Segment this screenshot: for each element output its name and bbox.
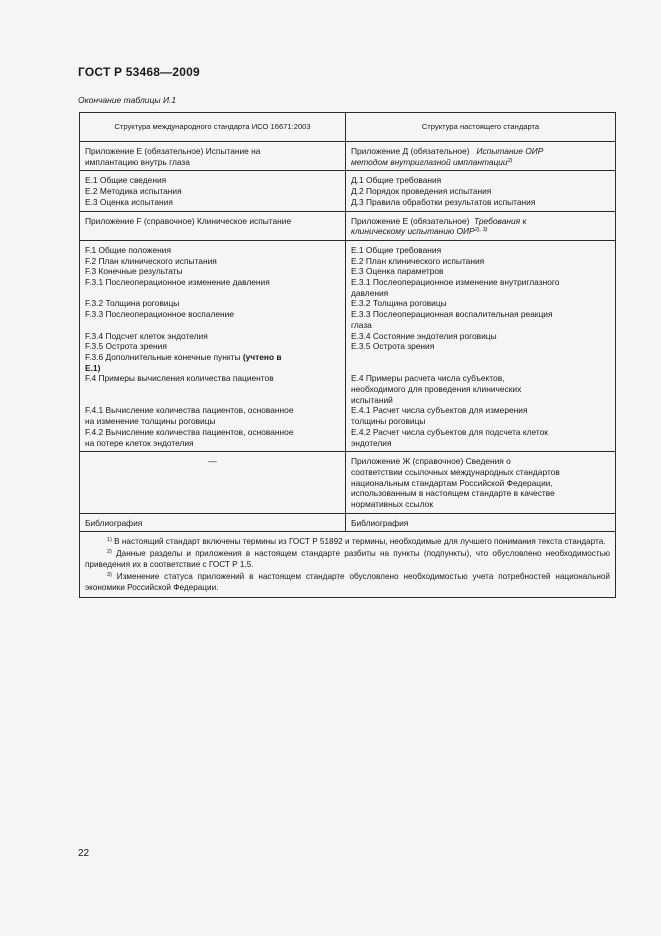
table-row bbox=[80, 452, 616, 514]
item-note: (учтено в bbox=[242, 351, 282, 362]
cell-line: Е.4.1 Расчет числа субъектов для измерения bbox=[351, 405, 528, 416]
annex-title: Требования к bbox=[474, 215, 527, 226]
cell-line: Е.2 План клинического испытания bbox=[351, 255, 485, 266]
table-row bbox=[80, 142, 616, 171]
table-row bbox=[80, 513, 616, 532]
cell-line: F.3.3 Послеоперационное воспаление bbox=[85, 309, 234, 320]
cell-line: давления bbox=[351, 287, 389, 298]
table-cell-iso bbox=[80, 513, 346, 532]
cell-line: F.2 План клинического испытания bbox=[85, 255, 217, 266]
table-caption: Окончание таблицы И.1 bbox=[78, 95, 177, 105]
cell-line: толщины роговицы bbox=[351, 416, 426, 427]
cell-line: нормативных ссылок bbox=[351, 499, 433, 510]
cell-line: Е.1) bbox=[85, 362, 101, 373]
cell-line: на потере клеток эндотелия bbox=[85, 437, 194, 448]
cell-line: Е.4.2 Расчет числа субъектов для подсчета клеток bbox=[351, 426, 548, 437]
document-title: ГОСТ Р 53468—2009 bbox=[78, 65, 200, 79]
footnote bbox=[85, 571, 610, 593]
footnote-mark: 3) bbox=[107, 572, 112, 579]
cell-line: Приложение Ж (справочное) Сведения о bbox=[351, 456, 511, 467]
cell-line: F.3 Конечные результаты bbox=[85, 266, 183, 277]
footnote-ref: 2), 3) bbox=[474, 227, 488, 234]
annex-prefix: Приложение Е (обязательное) bbox=[351, 215, 470, 226]
annex-title: методом внутриглазной имплантации bbox=[351, 156, 508, 167]
footnote-text: В настоящий стандарт включены термины из ГОСТ Р 51892 и термины, необходимые для лучшего понимания текста стандарта. bbox=[111, 537, 606, 547]
spacer bbox=[85, 395, 340, 406]
footnote-mark: 1) bbox=[107, 537, 112, 544]
cell-line: F.3.1 Послеоперационное изменение давления bbox=[85, 277, 270, 288]
cell-line: Е.3.5 Острота зрения bbox=[351, 341, 435, 352]
cell-line bbox=[351, 146, 610, 157]
cell-line bbox=[351, 216, 610, 227]
table-cell-iso bbox=[80, 171, 346, 211]
table-cell-national bbox=[346, 452, 616, 514]
cell-line: эндотелия bbox=[351, 437, 392, 448]
table-header-row bbox=[80, 113, 616, 142]
table-cell-iso bbox=[80, 211, 346, 240]
cell-line: Д.1 Общие требования bbox=[351, 175, 442, 186]
cell-line: Е.3 Оценка испытания bbox=[85, 196, 173, 207]
table-cell-national bbox=[346, 240, 616, 451]
table-cell-national bbox=[346, 142, 616, 171]
table-cell-national bbox=[346, 171, 616, 211]
cell-line: Е.3.2 Толщина роговицы bbox=[351, 298, 447, 309]
page-number: 22 bbox=[78, 848, 90, 859]
column-header-national: Структура настоящего стандарта bbox=[346, 113, 616, 142]
cell-line bbox=[351, 226, 610, 237]
cell-line: F.1 Общие положения bbox=[85, 244, 172, 255]
cell-line: испытаний bbox=[351, 394, 393, 405]
footnote-text: Изменение статуса приложений в настоящем стандарте обусловлено необходимостью учета потребностей национальной экономики Российской Федерации. bbox=[85, 572, 610, 593]
table-row bbox=[80, 211, 616, 240]
cell-line: Е.3.1 Послеоперационное изменение внутриглазного bbox=[351, 277, 560, 288]
cell-line bbox=[85, 352, 340, 363]
cell-line: Е.1 Общие сведения bbox=[85, 175, 167, 186]
structure-comparison-table bbox=[79, 112, 616, 598]
table-row bbox=[80, 171, 616, 211]
cell-line: глаза bbox=[351, 319, 372, 330]
cell-line: Е.3 Оценка параметров bbox=[351, 266, 444, 277]
table-cell-national bbox=[346, 211, 616, 240]
cell-line: на изменение толщины роговицы bbox=[85, 416, 216, 427]
annex-title: Испытание ОИР bbox=[476, 146, 544, 156]
cell-line: F.3.2 Толщина роговицы bbox=[85, 298, 180, 309]
cell-line bbox=[351, 157, 610, 168]
footnote bbox=[85, 548, 610, 570]
spacer bbox=[351, 352, 610, 363]
table-row bbox=[80, 240, 616, 451]
cell-line: Библиография bbox=[85, 517, 143, 528]
cell-line: Е.2 Методика испытания bbox=[85, 186, 182, 197]
footnotes-cell bbox=[80, 532, 616, 598]
cell-line: F.3.5 Острота зрения bbox=[85, 341, 167, 352]
annex-title: клиническому испытанию ОИР bbox=[351, 226, 475, 237]
footnotes-row bbox=[80, 532, 616, 598]
cell-line: соответствии ссылочных международных стандартов bbox=[351, 466, 560, 477]
footnote-mark: 2) bbox=[107, 549, 112, 556]
cell-line: Приложение Е (обязательное) Испытание на bbox=[85, 146, 261, 156]
table-cell-iso bbox=[80, 452, 346, 514]
footnote bbox=[85, 536, 610, 547]
column-header-iso: Структура международного стандарта ИСО 16671:2003 bbox=[80, 113, 346, 142]
cell-line: F.3.4 Подсчет клеток эндотелия bbox=[85, 330, 208, 341]
cell-line: национальным стандартам Российской Федерации, bbox=[351, 477, 553, 488]
footnote-ref: 2) bbox=[507, 157, 513, 164]
cell-line: Приложение F (справочное) Клиническое испытание bbox=[85, 215, 292, 226]
item-text: F.3.6 Дополнительные конечные пункты bbox=[85, 351, 241, 362]
cell-line: использованным в настоящем стандарте в качестве bbox=[351, 488, 555, 499]
spacer bbox=[85, 320, 340, 331]
cell-line: Библиография bbox=[351, 517, 409, 528]
cell-line: Е.1 Общие требования bbox=[351, 244, 442, 255]
footnote-text: Данные разделы и приложения в настоящем стандарте разбиты на пункты (подпункты), что обусловлено необходимостью приведения их в соответствие с ГОСТ Р 1.5. bbox=[85, 549, 610, 570]
cell-line: Е.4 Примеры расчета числа субъектов, bbox=[351, 373, 505, 384]
spacer bbox=[85, 384, 340, 395]
annex-prefix: Приложение Д (обязательное) bbox=[351, 146, 470, 156]
cell-line: F.4.1 Вычисление количества пациентов, основанное bbox=[85, 405, 294, 416]
cell-line: Е.3.4 Состояние эндотелия роговицы bbox=[351, 330, 497, 341]
table-cell-national bbox=[346, 513, 616, 532]
cell-line: имплантацию внутрь глаза bbox=[85, 156, 190, 167]
dash-placeholder: — bbox=[208, 456, 217, 467]
table-cell-iso bbox=[80, 240, 346, 451]
cell-line: необходимого для проведения клинических bbox=[351, 384, 522, 395]
spacer bbox=[85, 288, 340, 299]
cell-line: F.4.2 Вычисление количества пациентов, основанное bbox=[85, 426, 294, 437]
table-cell-iso bbox=[80, 142, 346, 171]
cell-line: Е.3.3 Послеоперационная воспалительная реакция bbox=[351, 309, 553, 320]
cell-line: Д.2 Порядок проведения испытания bbox=[351, 186, 492, 197]
cell-line: F.4 Примеры вычисления количества пациентов bbox=[85, 373, 274, 384]
cell-line: Д.3 Правила обработки результатов испытания bbox=[351, 196, 536, 207]
spacer bbox=[351, 363, 610, 374]
